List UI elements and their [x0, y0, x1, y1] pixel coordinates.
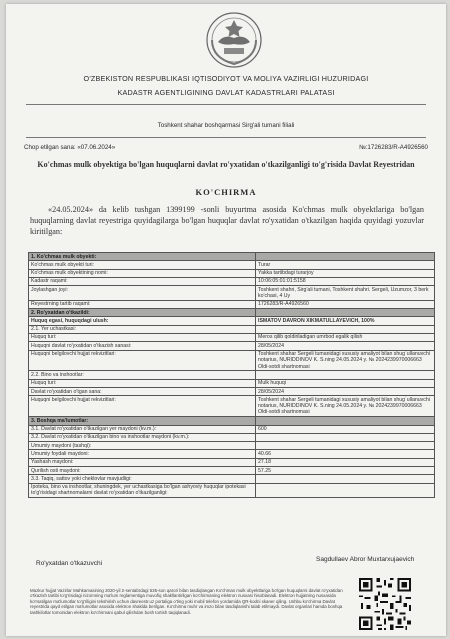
header-divider — [26, 104, 426, 105]
table-row — [29, 475, 435, 483]
legal-footnote: Mazkur hujjat Vazirlar Mahkamasining 2020-yil 2-sentabrdagi 535-son qarori bilan tasdiqlangan Ko'chmas mulk obyektlariga bo'lgan huquqlarni davlat ro'yxatidan o'tkazish tartibi to'g'risidagi nizomning ma'lum reglamentiga muvofiq shakllantirilgan ko'chirmaning elektron nusxasi hisoblanadi. Elektron hujjatning nusxasida ko'rsatilgan ma'lumotlar to'g'riligini tekshirish uchun davreestr.uz portaliga o'ting yoki mobil telefon yordamida QR-kodni skaner qiling. Ushbu ko'chirma Davlat reyestrida qayd etilgan ma'lumotlar asosida elektron shaklda berilgan. Ko'chirma muhr va imzo bilan tasdiqlanishi talab etilmaydi. Davlat organlari hamda boshqa tashkilotlar tomonidan elektron ko'chirmani qabul qilishdan bosh tortish taqiqlanadi. — [30, 588, 343, 615]
qr-code-icon[interactable] — [357, 576, 413, 632]
table-row — [29, 371, 435, 379]
table-row — [29, 388, 435, 396]
print-date: Chop etilgan sana: «07.06.2024» — [24, 144, 116, 151]
table-row — [29, 317, 435, 325]
table-row — [29, 483, 435, 498]
document-subtitle: KO'CHIRMA — [195, 187, 257, 197]
document-number: №:1726283/R-A4926560 — [359, 144, 428, 151]
row-value — [256, 475, 435, 483]
table-row — [29, 450, 435, 458]
row-label: Huquqni belgilovchi hujjat rekvizitlari: — [29, 396, 256, 417]
row-value — [256, 253, 435, 261]
table-row — [29, 467, 435, 475]
row-label: 3. Boshqa ma'lumotlar: — [29, 417, 256, 425]
row-value: 10:06:05:01:01:5158 — [256, 277, 435, 285]
table-row — [29, 433, 435, 441]
row-label: Qurilish osti maydoni: — [29, 467, 256, 475]
row-label: Kadastr raqami: — [29, 277, 256, 285]
row-value: 600 — [256, 425, 435, 433]
row-label: Reyestrning tartib raqami: — [29, 300, 256, 308]
row-label: 2.2. Bino va inshootlar: — [29, 371, 256, 379]
row-label: Huquq turi: — [29, 379, 256, 387]
ministry-heading: O'ZBEKISTON RESPUBLIKASI IQTISODIYOT VA MOLIYA VAZIRLIGI HUZURIDAGI — [83, 74, 369, 83]
row-label: Huquq egasi, huquqdagi ulush: — [29, 317, 256, 325]
registrar-name: Sagdullaev Abror Muxtarxujaevich — [316, 556, 415, 563]
row-label: Ko'chmas mulk obyekti turi: — [29, 261, 256, 269]
table-row — [29, 442, 435, 450]
row-value: 40.66 — [256, 450, 435, 458]
row-label: 3.3. Taqiq, sattov yoki cheklovlar mavjudligi: — [29, 475, 256, 483]
row-value — [256, 483, 435, 498]
table-row — [29, 325, 435, 333]
table-row — [29, 277, 435, 285]
row-label: Huquqni belgilovchi hujjat rekvizitlari: — [29, 350, 256, 371]
document-title: Ko'chmas mulk obyektiga bo'lgan huquqlarni davlat ro'yxatidan o'tkazilganligi to'g'risida Davlat Reyestridan — [37, 160, 415, 169]
row-label: Umumiy foydali maydoni: — [29, 450, 256, 458]
table-section-row — [29, 253, 435, 261]
document-page — [6, 4, 446, 636]
row-value: ISMATOV DAVRON XIKMATULLAYEVICH, 100% — [256, 317, 435, 325]
row-label: 1. Ko'chmas mulk obyekti: — [29, 253, 256, 261]
row-label: Umumiy maydoni (tashqi): — [29, 442, 256, 450]
table-row — [29, 333, 435, 341]
row-value: Toshkent shahar Sergeli tumanidagi xususiy amaliyot bilan shug`ullanuvchi notarius, NURIDDINOV K. S.ning 24.05.2024 y. № 2024239970006663 Oldi-sotdi shartnomasi — [256, 396, 435, 417]
row-label: 2. Ro'yxatdan o'tkazildi: — [29, 309, 256, 317]
table-section-row — [29, 309, 435, 317]
row-value: Yakka tartibdagi turarjoy — [256, 269, 435, 277]
row-label: Huquq turi: — [29, 333, 256, 341]
row-value — [256, 325, 435, 333]
table-row — [29, 300, 435, 308]
row-value — [256, 371, 435, 379]
table-row — [29, 261, 435, 269]
row-label: 3.2. Davlat ro'yxatidan o'tkazilgan bino va inshootlar maydoni (kv.m.): — [29, 433, 256, 441]
table-row — [29, 425, 435, 433]
registrar-label: Ro'yxatdan o'tkazuvchi — [36, 560, 103, 567]
office-name: Toshkent shahar boshqarmasi Sirg'ali tumani filiali — [157, 122, 295, 129]
table-row — [29, 350, 435, 371]
row-value: Turar — [256, 261, 435, 269]
table-row — [29, 458, 435, 466]
row-label: Davlat ro'yxatidan o'tgan sana: — [29, 388, 256, 396]
state-emblem-icon — [204, 10, 264, 70]
agency-heading: KADASTR AGENTLIGINING DAVLAT KADASTRLARI PALATASI — [117, 88, 335, 97]
row-value: 57.25 — [256, 467, 435, 475]
row-value: Toshkent shahri, Sirg'ali tumani, Toshkent shahri. Sergeli, Uzumzor, 3 berk ko'chasi, 4 Uy — [256, 286, 435, 301]
row-label: Huquqni davlat ro'yxatidan o'tkazish sanasi: — [29, 342, 256, 350]
row-label: Yashash maydoni: — [29, 458, 256, 466]
row-value: Meros qilib qoldiriladigan umrbod egalik qilish — [256, 333, 435, 341]
row-label: Ko'chmas mulk obyektining nomi: — [29, 269, 256, 277]
row-value: 28/05/2024 — [256, 388, 435, 396]
table-row — [29, 342, 435, 350]
registry-table — [28, 252, 435, 498]
table-row — [29, 396, 435, 417]
row-value: 28/05/2024 — [256, 342, 435, 350]
row-label: Joylashgan joyi: — [29, 286, 256, 301]
table-row — [29, 269, 435, 277]
table-section-row — [29, 417, 435, 425]
row-label: 3.1. Davlat ro'yxatidan o'tkazilgan yer maydoni (kv.m.): — [29, 425, 256, 433]
row-value — [256, 417, 435, 425]
row-value — [256, 442, 435, 450]
row-label: 2.1. Yer uchastkasi: — [29, 325, 256, 333]
table-row — [29, 379, 435, 387]
row-value: Toshkent shahar Sergeli tumanidagi xususiy amaliyot bilan shug`ullanuvchi notarius, NURIDDINOV K. S.ning 24.05.2024 y. № 2024239970006663 Oldi-sotdi shartnomasi — [256, 350, 435, 371]
row-value: Mulk huquqi — [256, 379, 435, 387]
row-label: Ipoteka, bino va inshootlar, shuningdek, yer uchastkasiga bo'lgan ashyoviy huquqlar ipotekasi to'g'risidagi shartnomalarni davlat ro'yxatidan o'tkazilganligi: — [29, 483, 256, 498]
office-divider — [26, 137, 426, 138]
row-value — [256, 309, 435, 317]
row-value: 27.18 — [256, 458, 435, 466]
intro-paragraph: «24.05.2024» da kelib tushgan 1399199 -sonli buyurtma asosida Ko'chmas mulk obyektlariga bo'lgan huquqlarning davlat reyestriga quyidagilarga bo'lgan huquqlar davlat ro'yxatidan o'tkazilgan haqida quyidagi yozuvlar kiritilgan: — [30, 205, 424, 236]
row-value: 1726283/R-A4926560 — [256, 300, 435, 308]
table-row — [29, 286, 435, 301]
row-value — [256, 433, 435, 441]
